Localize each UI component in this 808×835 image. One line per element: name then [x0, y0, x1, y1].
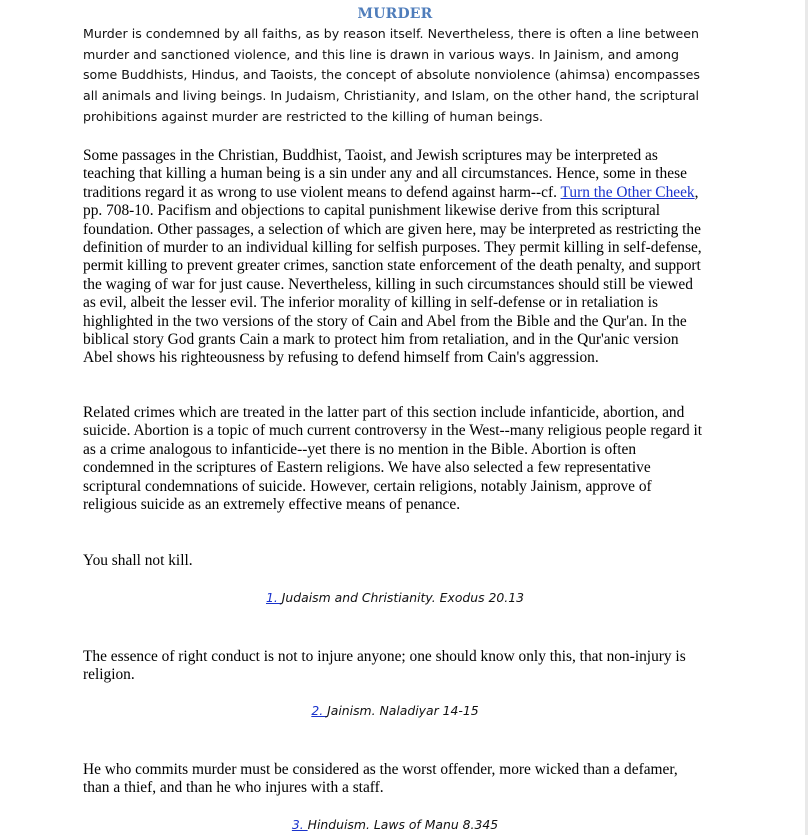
- citation-number-link[interactable]: 3.: [291, 817, 308, 832]
- paragraph-text: , pp. 708-10. Pacifism and objections to capital punishment likewise derive from this scriptural foundation. Other passages, a selection of which are given here, may be interpreted as restricting the definition of murder to an individual killing for selfish purposes. They permit killing in self-defense, permit killing to prevent greater crimes, sanction state enforcement of the death penalty, and support the waging of war for just cause. Nevertheless, killing in such circumstances should still be viewed as evil, albeit the lesser evil. The inferior morality of killing in self-defense or in retaliation is highlighted in the two versions of the story of Cain and Abel from the Bible and the Qur'an. In the biblical story God grants Cain a mark to protect him from retaliation, and in the Qur'anic version Abel shows his righteousness by refusing to defend himself from Cain's aggression.: [83, 183, 702, 367]
- citation-3: [0, 817, 790, 832]
- body-paragraph-1: [83, 147, 708, 368]
- intro-paragraph: Murder is condemned by all faiths, as by reason itself. Nevertheless, there is often a line between murder and sanctioned violence, and this line is drawn in various ways. In Jainism, and among some Buddhists, Hindus, and Taoists, the concept of absolute nonviolence (ahimsa) encompasses all animals and living beings. In Judaism, Christianity, and Islam, on the other hand, the scriptural prohibitions against murder are restricted to the killing of human beings.: [83, 26, 700, 124]
- citation-source: Jainism. Naladiyar 14-15: [327, 703, 479, 718]
- body-paragraph-2: Related crimes which are treated in the latter part of this section include infanticide, abortion, and suicide. Abortion is a topic of much current controversy in the West--many religious people regard it as a crime analogous to infanticide--yet there is no mention in the Bible. Abortion is often condemned in the scriptures of Eastern religions. We have also selected a few representative scriptural condemnations of suicide. However, certain religions, notably Jainism, approve of religious suicide as an extremely effective means of penance.: [83, 404, 703, 514]
- turn-the-other-cheek-link[interactable]: Turn the Other Cheek: [560, 183, 695, 201]
- paragraph-text: Some passages in the Christian, Buddhist, Taoist, and Jewish scriptures may be interpreted as teaching that killing a human being is a sin under any and all circumstances. Hence, some in these traditions regard it as wrong to use violent means to defend against harm--cf.: [83, 147, 687, 201]
- citation-number-link[interactable]: 2.: [311, 703, 328, 718]
- citation-source: Judaism and Christianity. Exodus 20.13: [281, 590, 524, 605]
- citation-number-link[interactable]: 1.: [265, 590, 282, 605]
- quote-1: You shall not kill.: [83, 552, 193, 569]
- page-title: MURDER: [357, 6, 433, 22]
- quote-2: The essence of right conduct is not to injure anyone; one should know only this, that non-injury is religion.: [83, 648, 686, 684]
- citation-2: [0, 703, 790, 718]
- quote-3: He who commits murder must be considered as the worst offender, more wicked than a defamer, than a thief, and than he who injures with a staff.: [83, 761, 678, 797]
- citation-source: Hinduism. Laws of Manu 8.345: [307, 817, 499, 832]
- citation-1: [0, 590, 790, 605]
